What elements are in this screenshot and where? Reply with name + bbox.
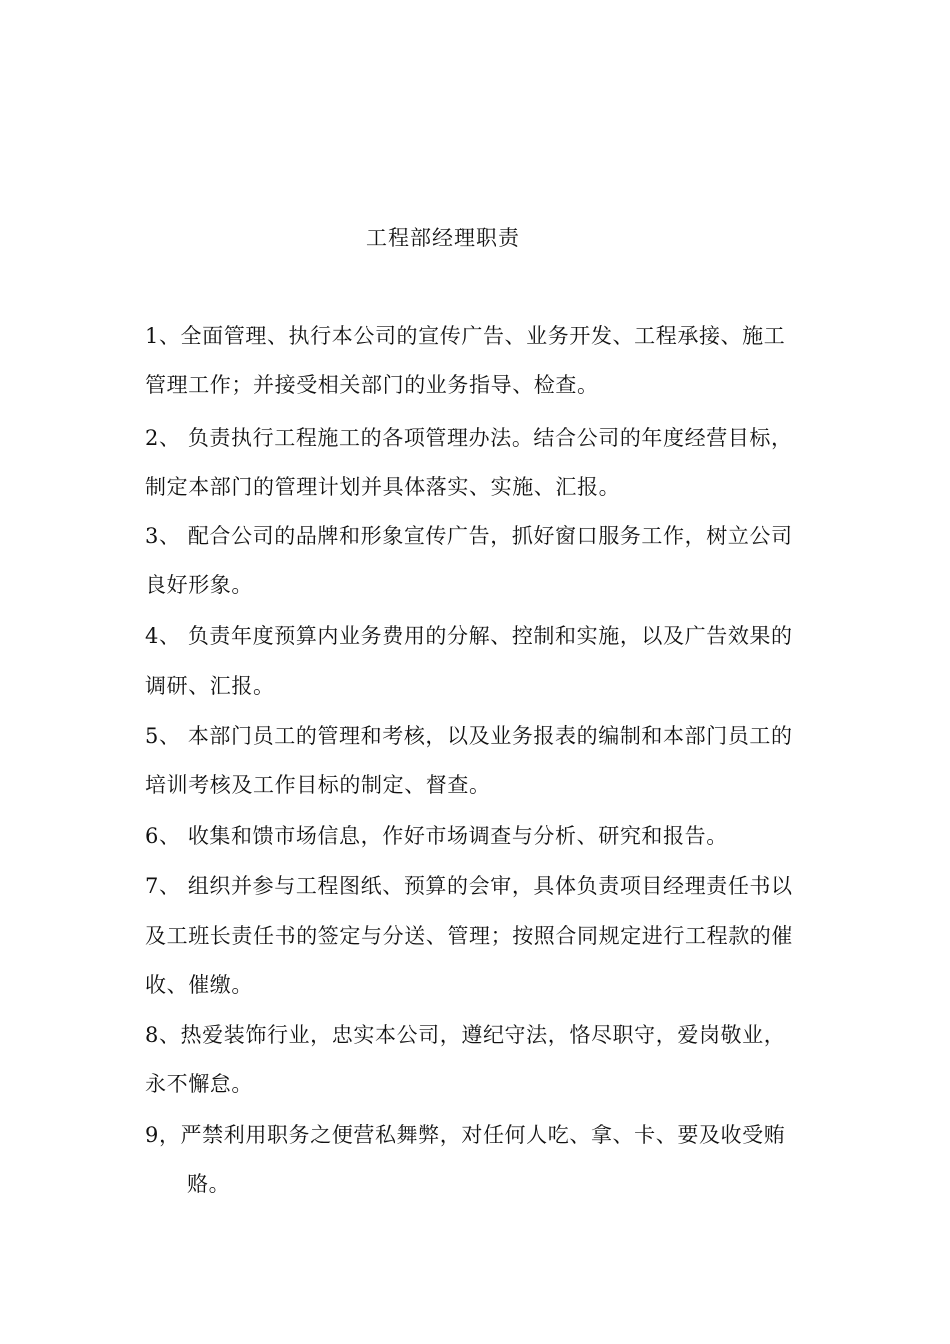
paragraph-line: 永不懈怠。 [145, 1072, 253, 1096]
paragraph-line: 8、热爱装饰行业，忠实本公司，遵纪守法，恪尽职守，爱岗敬业， [145, 1023, 786, 1047]
paragraph-line: 管理工作；并接受相关部门的业务指导、检查。 [145, 373, 599, 397]
paragraph-line: 4、 负责年度预算内业务费用的分解、控制和实施，以及广告效果的 [145, 624, 793, 648]
paragraph-line: 2、 负责执行工程施工的各项管理办法。结合公司的年度经营目标， [145, 426, 793, 450]
paragraph-line: 3、 配合公司的品牌和形象宣传广告，抓好窗口服务工作，树立公司 [145, 524, 793, 548]
paragraph-line: 培训考核及工作目标的制定、督查。 [145, 773, 491, 797]
paragraph-line: 7、 组织并参与工程图纸、预算的会审，具体负责项目经理责任书以 [145, 874, 793, 898]
paragraph-line: 良好形象。 [145, 573, 253, 597]
paragraph-line: 调研、汇报。 [145, 674, 275, 698]
paragraph-line: 收、催缴。 [145, 973, 253, 997]
paragraph-line: 5、 本部门员工的管理和考核，以及业务报表的编制和本部门员工的 [145, 724, 793, 748]
paragraph-line: 6、 收集和馈市场信息，作好市场调查与分析、研究和报告。 [145, 824, 728, 848]
paragraph-line: 制定本部门的管理计划并具体落实、实施、汇报。 [145, 475, 621, 499]
paragraph-line: 及工班长责任书的签定与分送、管理；按照合同规定进行工程款的催 [145, 924, 793, 948]
paragraph-line: 1、全面管理、执行本公司的宣传广告、业务开发、工程承接、施工 [145, 324, 786, 348]
document-title: 工程部经理职责 [366, 226, 520, 250]
paragraph-line: 赂。 [187, 1172, 231, 1196]
paragraph-line: 9，严禁利用职务之便营私舞弊，对任何人吃、拿、卡、要及收受贿 [145, 1123, 786, 1147]
